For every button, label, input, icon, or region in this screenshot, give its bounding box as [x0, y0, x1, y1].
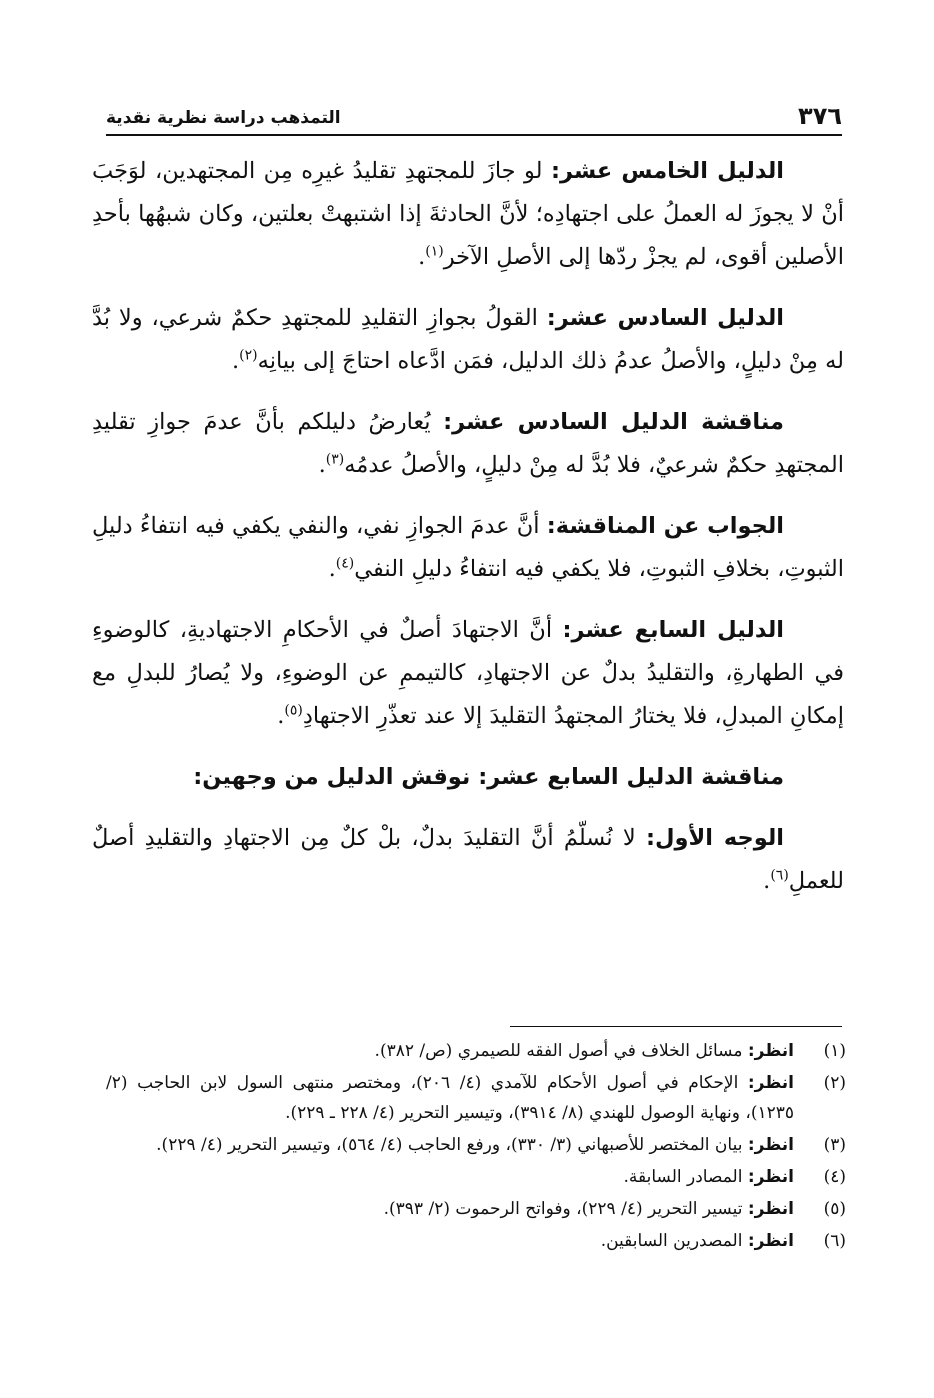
paragraph	[92, 297, 844, 383]
footnote-text: تيسير التحرير (٤/ ٢٢٩)، وفواتح الرحموت (٢/ ٣٩٣).	[383, 1199, 748, 1219]
paragraph	[92, 756, 844, 799]
footnote	[106, 1226, 846, 1256]
running-header	[106, 92, 842, 136]
footnote-number: (١)	[823, 1041, 846, 1061]
paragraph	[92, 401, 844, 487]
paragraph	[92, 817, 844, 903]
footnote-text: المصادر السابقة.	[623, 1167, 748, 1187]
footnote	[106, 1194, 846, 1224]
paragraph-end: .	[232, 348, 240, 374]
footnote	[106, 1036, 846, 1066]
paragraph-text: لو جازَ للمجتهدِ تقليدُ غيرِه مِن المجتهدين، لوَجَبَ أنْ لا يجوزَ له العملُ على اجتهادِه؛ لأنَّ الحادثةَ إذا اشتبهتْ بعلتين، وكان شبهُها بأحدِ الأصلين أقوى، لم يجزْ ردّها إلى الأصلِ الآخر	[92, 158, 844, 270]
footnote-text: مسائل الخلاف في أصول الفقه للصيمري (ص/ ٣٨٢).	[374, 1041, 748, 1061]
paragraph-text: أنَّ الاجتهادَ أصلٌ في الأحكامِ الاجتهاديةِ، كالوضوءِ في الطهارةِ، والتقليدُ بدلٌ عن الاجتهادِ، كالتيممِ عن الوضوءِ، ولا يُصارُ للبدلِ مع إمكانِ المبدلِ، فلا يختارُ المجتهدُ التقليدَ إلا عند تعذّرِ الاجتهادِ	[92, 617, 844, 729]
paragraph-text: أنَّ عدمَ الجوازِ نفي، والنفي يكفي فيه انتفاءُ دليلِ الثبوتِ، بخلافِ الثبوتِ، فلا يكفي فيه انتفاءُ دليلِ النفي	[92, 513, 844, 582]
footnote-text: الإحكام في أصول الأحكام للآمدي (٤/ ٢٠٦)، ومختصر منتهى السول لابن الحاجب (٢/ ١٢٣٥)، ونهاية الوصول للهندي (٨/ ٣٩١٤)، وتيسير التحرير (٤/ ٢٢٨ ـ ٢٢٩).	[106, 1073, 794, 1123]
paragraph-end: .	[418, 244, 426, 270]
footnote-ref: (٤)	[335, 555, 355, 572]
footnotes	[106, 1036, 846, 1258]
footnote-label: انظر:	[747, 1073, 795, 1093]
paragraph	[92, 505, 844, 591]
paragraph	[92, 150, 844, 279]
footnote	[106, 1130, 846, 1160]
paragraph-heading: الدليل السادس عشر:	[546, 305, 784, 331]
paragraph	[92, 609, 844, 738]
paragraph-end: .	[763, 868, 771, 894]
paragraph-end: .	[318, 452, 326, 478]
footnote-text: المصدرين السابقين.	[600, 1231, 748, 1251]
paragraph-heading: الدليل الخامس عشر:	[551, 158, 784, 184]
footnote	[106, 1162, 846, 1192]
footnote-ref: (١)	[425, 243, 444, 260]
footnote-ref: (٥)	[284, 702, 303, 719]
footnote-number: (٢)	[823, 1073, 846, 1093]
footnote-label: انظر:	[747, 1199, 794, 1219]
footnote-text: بيان المختصر للأصبهاني (٣/ ٣٣٠)، ورفع الحاجب (٤/ ٥٦٤)، وتيسير التحرير (٤/ ٢٢٩).	[156, 1135, 748, 1155]
footnote-ref: (٣)	[325, 451, 345, 468]
footnote-ref: (٦)	[770, 867, 789, 884]
footnote-label: انظر:	[747, 1135, 794, 1155]
paragraph-end: .	[328, 556, 336, 582]
paragraph-end: .	[277, 703, 285, 729]
footnote-number: (٥)	[823, 1199, 846, 1219]
footnote-label: انظر:	[747, 1041, 794, 1061]
paragraph-text: لا نُسلّمُ أنَّ التقليدَ بدلٌ، بلْ كلٌ مِن الاجتهادِ والتقليدِ أصلٌ للعملِ	[92, 825, 844, 894]
paragraph-heading: مناقشة الدليل السابع عشر:	[478, 764, 784, 790]
paragraph-heading: الدليل السابع عشر:	[562, 617, 785, 643]
page-number: ٣٧٦	[798, 102, 842, 130]
footnote-divider	[510, 1026, 842, 1027]
paragraph-text: نوقش الدليل من وجهين:	[193, 764, 479, 790]
paragraph-text: يُعارضُ دليلكم بأنَّ عدمَ جوازِ تقليدِ المجتهدِ حكمٌ شرعيٌ، فلا بُدَّ له مِنْ دليلٍ، والأصلُ عدمُه	[92, 409, 844, 478]
paragraph-heading: الجواب عن المناقشة:	[546, 513, 784, 539]
footnote-label: انظر:	[747, 1167, 794, 1187]
footnote-number: (٦)	[823, 1231, 846, 1251]
paragraph-text: القولُ بجوازِ التقليدِ للمجتهدِ حكمٌ شرعي، ولا بُدَّ له مِنْ دليلٍ، والأصلُ عدمُ ذلك الدليل، فمَن ادَّعاه احتاجَ إلى بيانِه	[92, 305, 844, 374]
footnote-number: (٣)	[823, 1135, 846, 1155]
running-title: التمذهب دراسة نظرية نقدية	[106, 108, 341, 128]
paragraph-heading: الوجه الأول:	[645, 825, 784, 851]
footnote-ref: (٢)	[239, 347, 258, 364]
footnote-label: انظر:	[747, 1231, 794, 1251]
main-text	[92, 150, 844, 921]
footnote-number: (٤)	[823, 1167, 846, 1187]
footnote	[106, 1068, 846, 1128]
paragraph-heading: مناقشة الدليل السادس عشر:	[443, 409, 784, 435]
